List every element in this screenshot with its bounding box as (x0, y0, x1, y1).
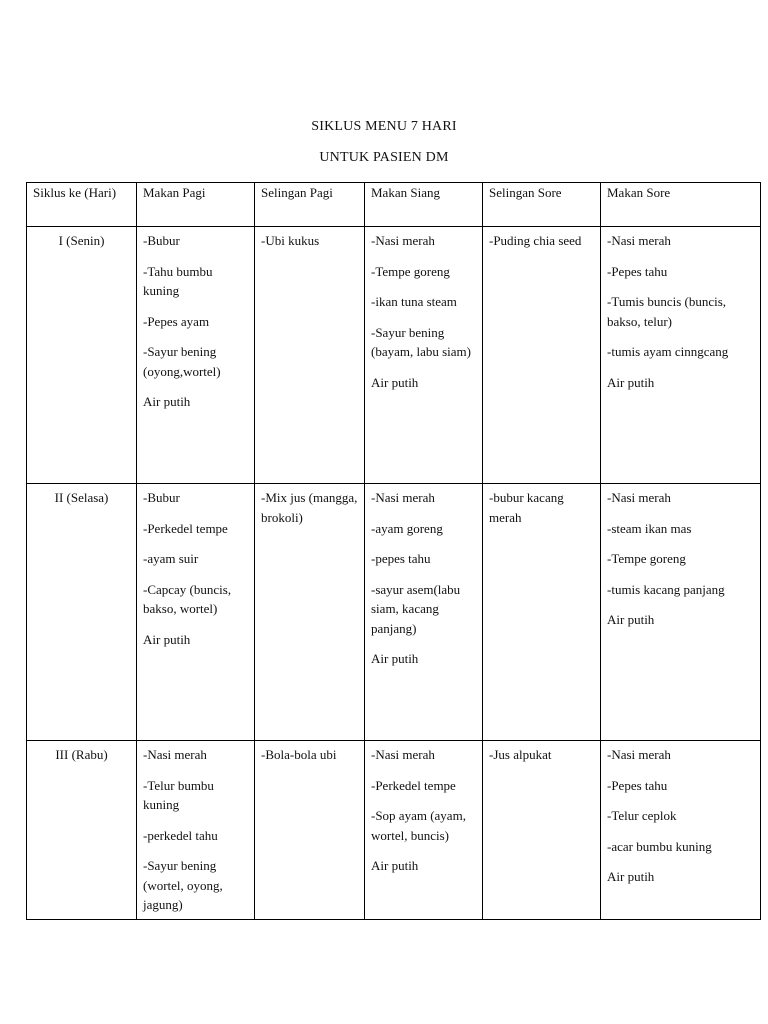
makan-pagi-cell (137, 741, 255, 920)
menu-item: -Bubur (143, 490, 180, 505)
menu-item: -Sayur bening (wortel, oyong, jagung) (143, 858, 223, 912)
menu-item: -steam ikan mas (607, 520, 692, 536)
menu-item: -sayur asem(labu siam, kacang panjang) (371, 581, 461, 636)
menu-item: -Nasi merah (607, 233, 671, 248)
makan-sore-cell (601, 227, 761, 484)
day-cell: III (Rabu) (27, 741, 137, 920)
day-cell: II (Selasa) (27, 484, 137, 741)
makan-siang-cell (365, 227, 483, 484)
menu-item: -ikan tuna steam (371, 294, 457, 309)
header-makan-siang: Makan Siang (365, 183, 483, 227)
menu-item: -Mix jus (mangga, brokoli) (261, 490, 358, 525)
menu-item: Air putih (371, 651, 419, 666)
menu-item: Air putih (607, 374, 655, 390)
selingan-pagi-cell (255, 227, 365, 484)
header-makan-pagi: Makan Pagi (137, 183, 255, 227)
makan-pagi-cell (137, 227, 255, 484)
header-selingan-pagi: Selingan Pagi (255, 183, 365, 227)
makan-siang-cell (365, 741, 483, 920)
menu-item: Air putih (371, 858, 419, 873)
document-subtitle: UNTUK PASIEN DM (319, 150, 449, 165)
menu-item: Air putih (607, 869, 655, 884)
menu-item: -Tahu bumbu kuning (143, 263, 213, 298)
menu-item: -pepes tahu (371, 551, 431, 566)
menu-item: -Tempe goreng (607, 551, 686, 566)
menu-item: -Nasi merah (607, 747, 671, 762)
selingan-pagi-cell (255, 484, 365, 741)
menu-item: -Nasi merah (371, 747, 435, 762)
menu-item: -ayam goreng (371, 520, 443, 536)
makan-sore-cell (601, 741, 761, 920)
menu-table (26, 182, 761, 920)
menu-item: -Tumis buncis (buncis, bakso, telur) (607, 294, 727, 329)
makan-sore-cell (601, 484, 761, 741)
makan-pagi-cell (137, 484, 255, 741)
menu-item: Air putih (371, 374, 419, 390)
menu-item: -Nasi merah (607, 490, 671, 505)
menu-item: -Perkedel tempe (371, 777, 456, 793)
table-header-row (27, 183, 761, 227)
menu-item: -Telur bumbu kuning (143, 777, 214, 812)
table-row (27, 227, 761, 484)
selingan-sore-cell (483, 227, 601, 484)
menu-item: -Ubi kukus (261, 233, 320, 248)
menu-item: Air putih (607, 612, 655, 627)
makan-siang-cell (365, 484, 483, 741)
menu-item: -Pepes tahu (607, 263, 668, 279)
menu-item: -Perkedel tempe (143, 520, 228, 536)
menu-item: -Nasi merah (371, 490, 435, 505)
header-makan-sore: Makan Sore (601, 183, 761, 227)
menu-item: -tumis ayam cinngcang (607, 344, 729, 359)
document-title: SIKLUS MENU 7 HARI (311, 119, 457, 134)
menu-item: -acar bumbu kuning (607, 838, 712, 854)
menu-item: Air putih (143, 394, 191, 409)
header-selingan-sore: Selingan Sore (483, 183, 601, 227)
menu-item: -Capcay (buncis, bakso, wortel) (143, 581, 232, 616)
selingan-pagi-cell (255, 741, 365, 920)
table-row (27, 484, 761, 741)
menu-item: -Telur ceplok (607, 808, 677, 823)
menu-item: -Sayur bening (oyong,wortel) (143, 344, 221, 379)
menu-item: -ayam suir (143, 551, 199, 566)
menu-item: -tumis kacang panjang (607, 581, 725, 597)
menu-item: -Bola-bola ubi (261, 747, 337, 762)
selingan-sore-cell (483, 741, 601, 920)
menu-item: -perkedel tahu (143, 827, 218, 843)
table-row (27, 741, 761, 920)
day-cell: I (Senin) (27, 227, 137, 484)
menu-item: -Jus alpukat (489, 747, 552, 762)
menu-item: -Nasi merah (371, 233, 435, 248)
menu-item: -Bubur (143, 233, 180, 248)
menu-item: -bubur kacang merah (489, 490, 564, 525)
header-siklus: Siklus ke (Hari) (27, 183, 137, 227)
menu-item: -Sop ayam (ayam, wortel, buncis) (371, 808, 466, 843)
menu-item: -Pepes ayam (143, 313, 210, 329)
menu-item: -Tempe goreng (371, 263, 450, 279)
menu-item: -Nasi merah (143, 747, 207, 762)
menu-item: Air putih (143, 631, 191, 647)
selingan-sore-cell (483, 484, 601, 741)
menu-item: -Sayur bening (bayam, labu siam) (371, 324, 471, 359)
menu-item: -Pepes tahu (607, 777, 668, 793)
menu-item: -Puding chia seed (489, 233, 582, 248)
